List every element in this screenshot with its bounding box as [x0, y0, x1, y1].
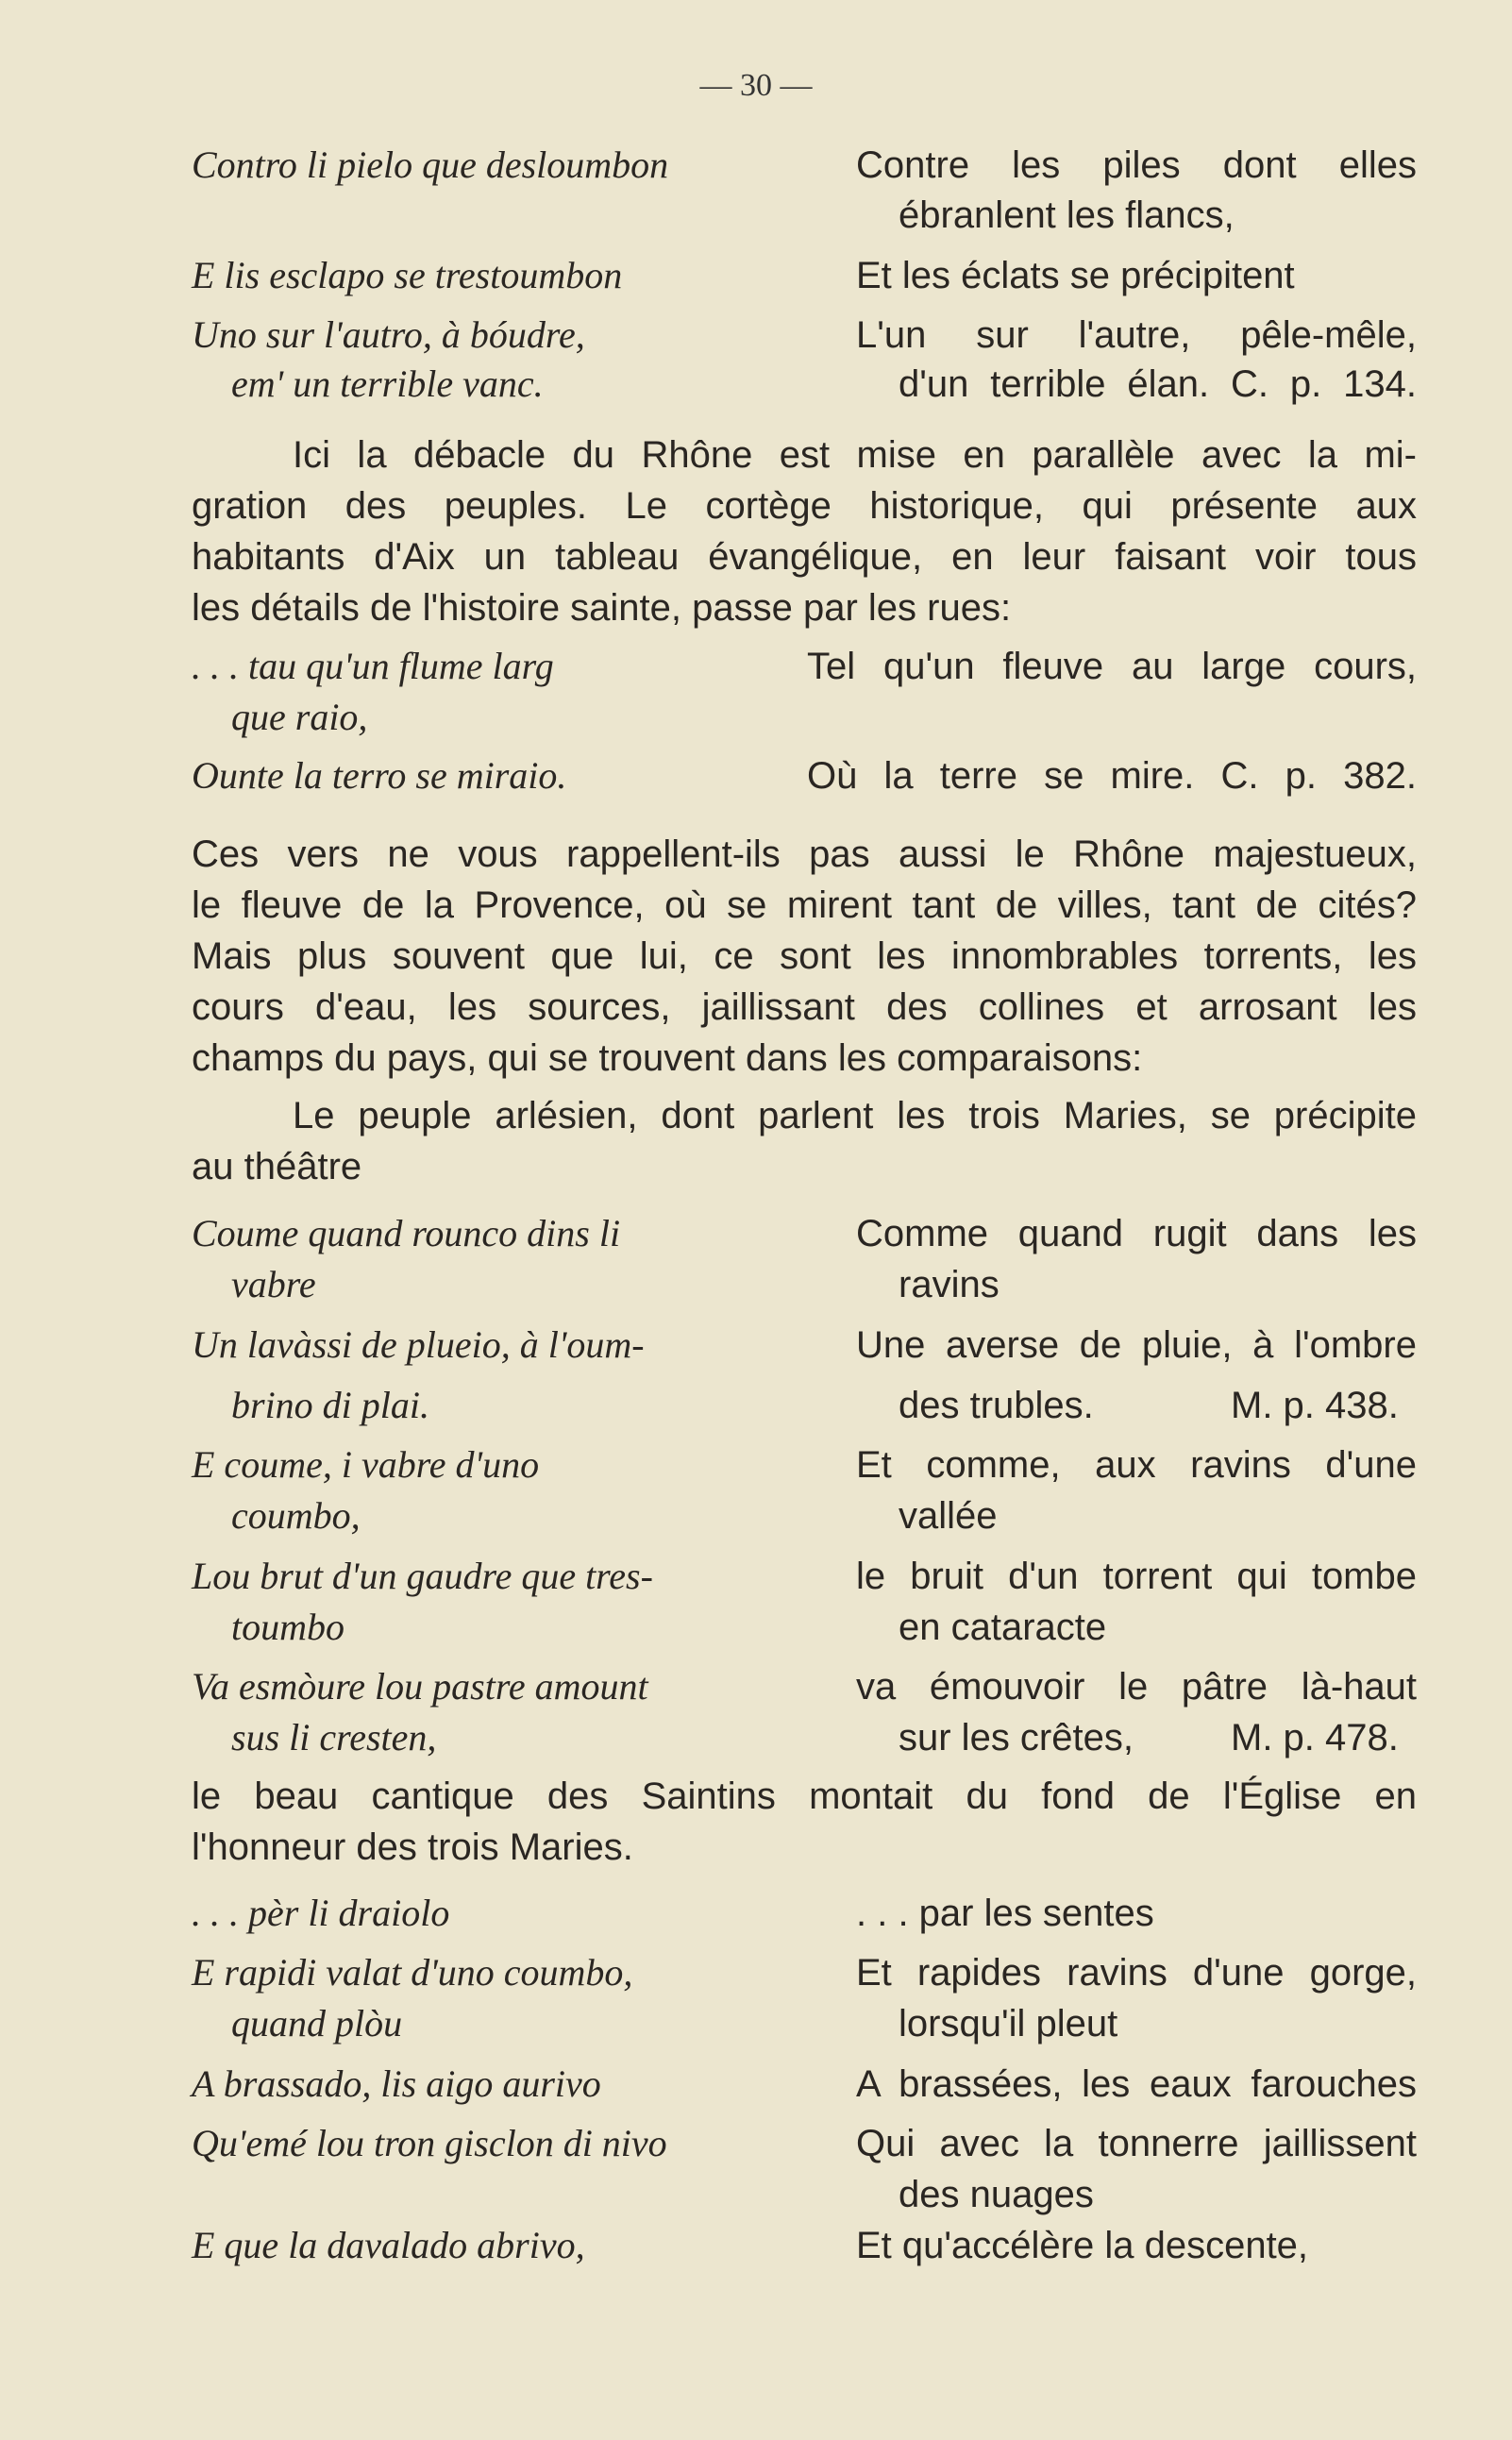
- verse-line-provencal: Va esmòure lou pastre amount: [192, 1665, 648, 1708]
- prose-line: gration des peuples. Le cortège historique, qui présente aux: [192, 485, 1417, 527]
- prose-line: Le peuple arlésien, dont parlent les trois Maries, se précipite: [293, 1095, 1417, 1136]
- verse-line-provencal: toumbo: [231, 1606, 344, 1648]
- verse-line-provencal: Contro li pielo que desloumbon: [192, 143, 669, 186]
- verse-line-french: Tel qu'un fleuve au large cours,: [807, 646, 1417, 687]
- verse-line-french: des trubles.: [899, 1385, 1094, 1426]
- verse-line-french: le bruit d'un torrent qui tombe: [856, 1556, 1417, 1597]
- verse-line-provencal: . . . tau qu'un flume larg: [192, 645, 554, 687]
- verse-line-french: lorsqu'il pleut: [899, 2003, 1118, 2045]
- verse-line-french: des nuages: [899, 2174, 1094, 2215]
- verse-line-provencal: Lou brut d'un gaudre que tres-: [192, 1555, 653, 1597]
- verse-line-provencal: A brassado, lis aigo aurivo: [192, 2062, 601, 2105]
- prose-line: cours d'eau, les sources, jaillissant des collines et arrosant les: [192, 986, 1417, 1028]
- verse-line-provencal: E que la davalado abrivo,: [192, 2224, 585, 2266]
- verse-line-provencal: em' un terrible vanc.: [231, 362, 544, 405]
- verse-line-provencal: Ounte la terro se miraio.: [192, 754, 567, 797]
- verse-line-french: sur les crêtes,: [899, 1717, 1134, 1758]
- verse-line-provencal: . . . pèr li draiolo: [192, 1892, 450, 1934]
- verse-line-french: L'un sur l'autre, pêle-mêle,: [856, 314, 1417, 356]
- prose-line: au théâtre: [192, 1146, 362, 1187]
- prose-line: habitants d'Aix un tableau évangélique, en leur faisant voir tous: [192, 536, 1417, 578]
- verse-line-french: Contre les piles dont elles: [856, 144, 1417, 186]
- verse-line-provencal: E lis esclapo se trestoumbon: [192, 254, 623, 296]
- verse-line-provencal: que raio,: [231, 696, 368, 738]
- verse-line-provencal: coumbo,: [231, 1494, 361, 1537]
- verse-line-french: vallée: [899, 1495, 998, 1537]
- verse-line-french: Et comme, aux ravins d'une: [856, 1444, 1417, 1486]
- verse-line-french: Et rapides ravins d'une gorge,: [856, 1952, 1417, 1994]
- verse-line-provencal: sus li cresten,: [231, 1716, 437, 1758]
- prose-line: le fleuve de la Provence, où se mirent tant de villes, tant de cités?: [192, 884, 1417, 926]
- verse-line-french: va émouvoir le pâtre là-haut: [856, 1666, 1417, 1708]
- verse-line-french: ravins: [899, 1264, 1000, 1305]
- prose-line: Ces vers ne vous rappellent-ils pas aussi le Rhône majestueux,: [192, 833, 1417, 875]
- verse-line-provencal: quand plòu: [231, 2002, 403, 2045]
- verse-reference: M. p. 478.: [1231, 1717, 1399, 1758]
- prose-line: le beau cantique des Saintins montait du fond de l'Église en: [192, 1775, 1417, 1817]
- verse-line-french: Qui avec la tonnerre jaillissent: [856, 2123, 1417, 2164]
- prose-line: l'honneur des trois Maries.: [192, 1826, 633, 1868]
- verse-line-provencal: Qu'emé lou tron gisclon di nivo: [192, 2122, 667, 2164]
- prose-line: Mais plus souvent que lui, ce sont les innombrables torrents, les: [192, 935, 1417, 977]
- verse-line-provencal: Un lavàssi de plueio, à l'oum-: [192, 1323, 645, 1366]
- verse-line-french: Et les éclats se précipitent: [856, 255, 1295, 296]
- verse-line-provencal: vabre: [231, 1263, 316, 1305]
- verse-line-provencal: E rapidi valat d'uno coumbo,: [192, 1951, 633, 1994]
- verse-line-provencal: Coume quand rounco dins li: [192, 1212, 621, 1254]
- verse-line-french: Une averse de pluie, à l'ombre: [856, 1324, 1417, 1366]
- verse-line-french: Comme quand rugit dans les: [856, 1213, 1417, 1254]
- verse-line-provencal: brino di plai.: [231, 1384, 430, 1426]
- verse-line-french: Où la terre se mire. C. p. 382.: [807, 755, 1417, 797]
- prose-line: Ici la débacle du Rhône est mise en parallèle avec la mi-: [293, 434, 1417, 476]
- verse-line-french: ébranlent les flancs,: [899, 194, 1235, 236]
- verse-line-french: Et qu'accélère la descente,: [856, 2225, 1309, 2266]
- prose-line: champs du pays, qui se trouvent dans les comparaisons:: [192, 1037, 1143, 1079]
- verse-line-french: . . . par les sentes: [856, 1893, 1154, 1934]
- verse-line-french: A brassées, les eaux farouches: [856, 2063, 1417, 2105]
- verse-line-french: d'un terrible élan. C. p. 134.: [899, 363, 1417, 405]
- prose-line: les détails de l'histoire sainte, passe par les rues:: [192, 587, 1012, 629]
- verse-line-provencal: Uno sur l'autro, à bóudre,: [192, 313, 585, 356]
- verse-reference: M. p. 438.: [1231, 1385, 1399, 1426]
- verse-line-french: en cataracte: [899, 1607, 1107, 1648]
- page-number: — 30 —: [699, 68, 813, 103]
- verse-line-provencal: E coume, i vabre d'uno: [192, 1443, 540, 1486]
